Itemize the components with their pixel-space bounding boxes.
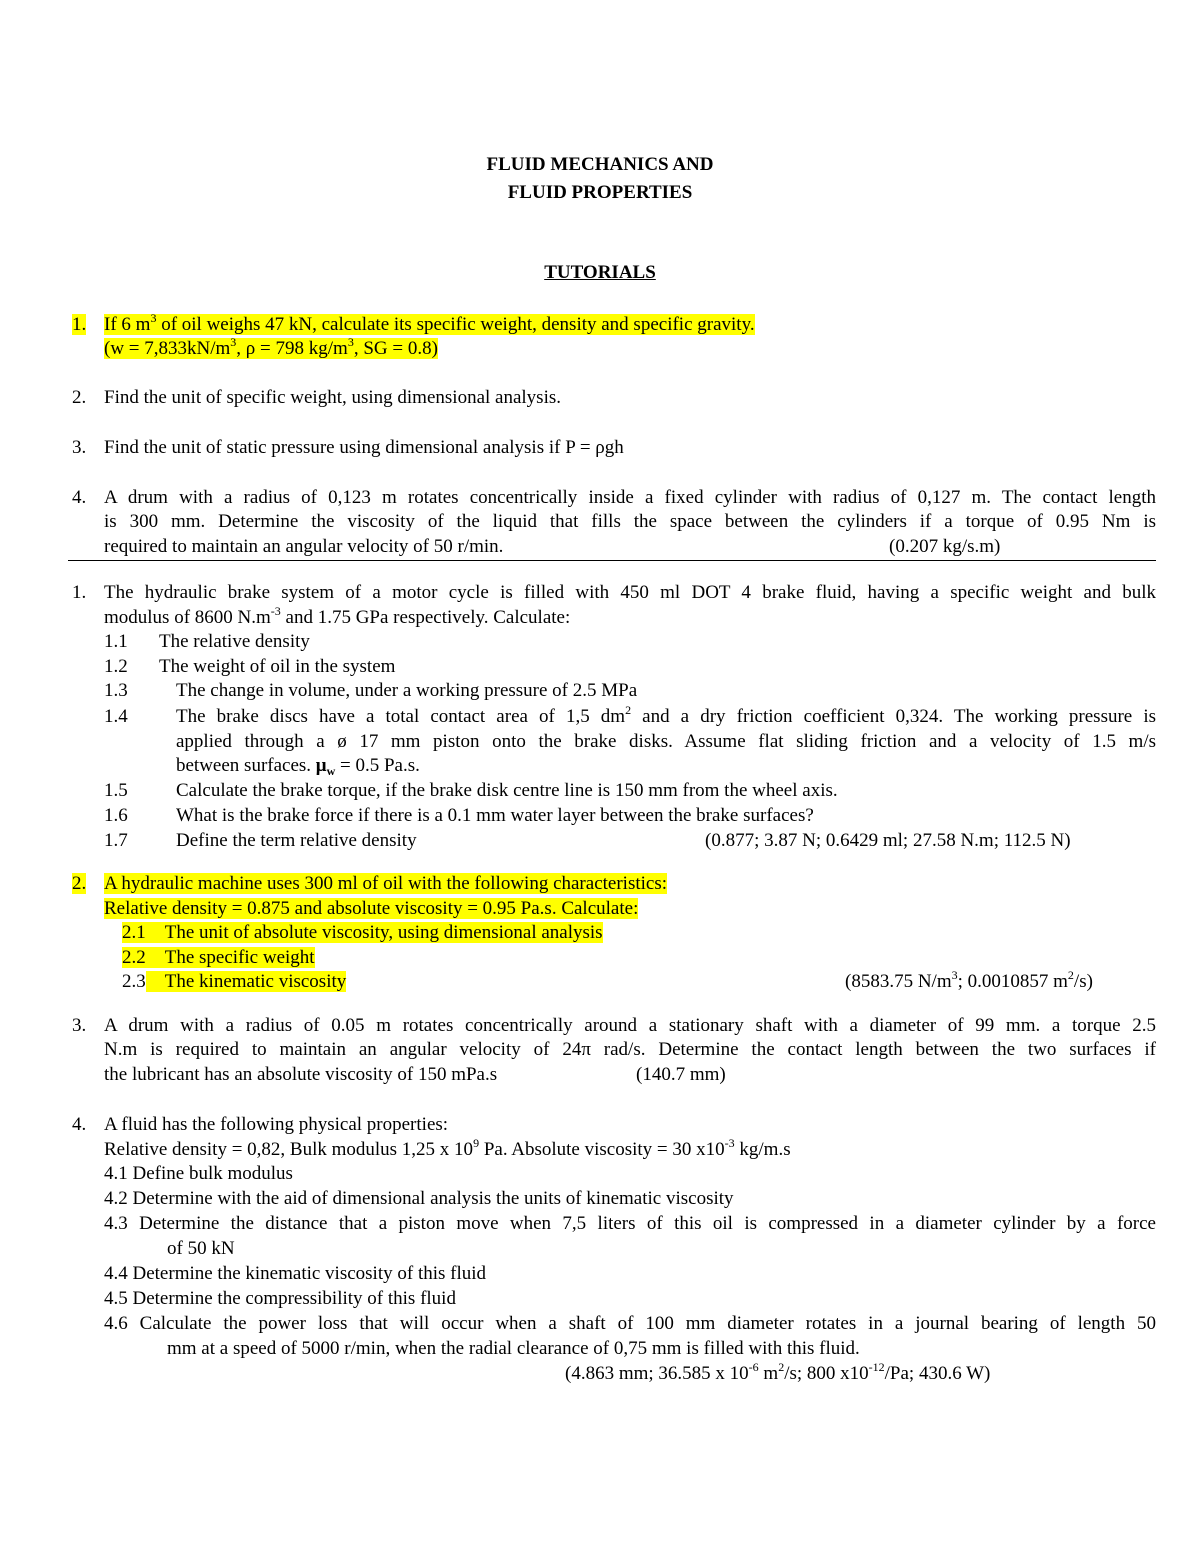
sub-2-3: 2.3 The kinematic viscosity <box>122 971 347 992</box>
question-a1-answer: ($w = 7,833kN/m^3$, ρ = 798 $kg/m^3$, SG = 0.8) <box>104 334 438 359</box>
sub-2-1: 2.1 The unit of absolute viscosity, using dimensional analysis <box>122 922 603 943</box>
sub-1-4-line-2: applied through a ø 17 mm piston onto the brake disks. Assume flat sliding friction and a velocity of 1.5 m/s <box>176 731 1156 752</box>
sub-4-2: 4.2 Determine with the aid of dimensional analysis the units of kinematic viscosity <box>104 1188 734 1209</box>
question-a2-text: Find the unit of specific weight, using dimensional analysis. <box>104 387 561 408</box>
question-b4-line-2: Relative density = 0,82, Bulk modulus 1,25 x $10^9$ Pa. Absolute viscosity = 30 $x10^{-3}$ kg/m.s <box>104 1135 791 1160</box>
question-b4-answer: (4.863 mm; 36.585 x $10^{-6}$ $m^2/s$; 800 $x10^{-12}/Pa$; 430.6 W) <box>565 1359 991 1384</box>
question-b3-line-2: N.m is required to maintain an angular velocity of 24π rad/s. Determine the contact length between the two surfaces if <box>104 1039 1156 1060</box>
question-b3-line-3: the lubricant has an absolute viscosity of 150 mPa.s <box>104 1064 498 1085</box>
question-b1-number: 1. <box>72 582 87 603</box>
question-b2-answer: (8583.75 $N/m^3$; 0.0010857 $m^2/s$) <box>845 967 1093 992</box>
sub-4-1: 4.1 Define bulk modulus <box>104 1163 293 1184</box>
question-b3-number: 3. <box>72 1015 87 1036</box>
title-line-1: FLUID MECHANICS AND <box>486 154 714 175</box>
question-b2-number: 2. <box>72 873 87 894</box>
sub-1-2-number: 1.2 <box>104 656 128 677</box>
sub-1-3-number: 1.3 <box>104 680 128 701</box>
sub-1-2-text: The weight of oil in the system <box>159 656 396 677</box>
sub-1-4-line-3: between surfaces. $\mu_w = 0.5$ Pa.s. <box>176 755 420 778</box>
question-b1-line-1: The hydraulic brake system of a motor cycle is filled with 450 ml DOT 4 brake fluid, having a specific weight and bulk <box>104 582 1156 603</box>
question-a4-answer: (0.207 kg/s.m) <box>889 536 1001 557</box>
question-a4-line-3: required to maintain an angular velocity of 50 r/min. <box>104 536 504 557</box>
question-a3-number: 3. <box>72 437 87 458</box>
sub-2-2: 2.2 The specific weight <box>122 947 315 968</box>
question-a4-number: 4. <box>72 487 87 508</box>
question-a1-text: If 6 $m^3$ of oil weighs 47 kN, calculate its specific weight, density and specific gravity. <box>104 310 755 335</box>
sub-1-6-text: What is the brake force if there is a 0.1 mm water layer between the brake surfaces? <box>176 805 814 826</box>
sub-4-6-line-1: 4.6 Calculate the power loss that will occur when a shaft of 100 mm diameter rotates in a journal bearing of length 50 <box>104 1313 1156 1334</box>
sub-1-3-text: The change in volume, under a working pressure of 2.5 MPa <box>176 680 638 701</box>
question-b1-line-2: modulus of 8600 $N.m^{-3}$ and 1.75 GPa respectively. Calculate: <box>104 603 571 628</box>
sub-1-7-number: 1.7 <box>104 830 128 851</box>
question-b3-line-1: A drum with a radius of 0.05 m rotates concentrically around a stationary shaft with a diameter of 99 mm. a torque 2.5 <box>104 1015 1156 1036</box>
sub-1-6-number: 1.6 <box>104 805 128 826</box>
sub-4-4: 4.4 Determine the kinematic viscosity of this fluid <box>104 1263 487 1284</box>
sub-4-3-line-1: 4.3 Determine the distance that a piston move when 7,5 liters of this oil is compressed in a diameter cylinder by a force <box>104 1213 1156 1234</box>
question-a4-line-2: is 300 mm. Determine the viscosity of the liquid that fills the space between the cylinders if a torque of 0.95 Nm is <box>104 511 1156 532</box>
sub-1-5-number: 1.5 <box>104 780 128 801</box>
sub-1-4-line-1: The brake discs have a total contact area of 1,5 $dm^2$ and a dry friction coefficient 0,324. The working pressure is <box>176 702 1156 727</box>
question-a1-number: 1. <box>72 314 87 335</box>
question-b3-answer: (140.7 mm) <box>636 1064 726 1085</box>
sub-1-4-number: 1.4 <box>104 706 128 727</box>
question-a2-number: 2. <box>72 387 87 408</box>
question-b4-number: 4. <box>72 1114 87 1135</box>
section-divider <box>68 560 1156 561</box>
question-b2-line-1: A hydraulic machine uses 300 ml of oil with the following characteristics: <box>104 873 668 894</box>
sub-4-5: 4.5 Determine the compressibility of this fluid <box>104 1288 456 1309</box>
sub-1-7-text: Define the term relative density <box>176 830 417 851</box>
subtitle-text: TUTORIALS <box>544 262 656 283</box>
question-b4-line-1: A fluid has the following physical properties: <box>104 1114 449 1135</box>
subtitle <box>0 261 1200 285</box>
title-line-2: FLUID PROPERTIES <box>507 182 693 203</box>
question-b1-answer: (0.877; 3.87 N; 0.6429 ml; 27.58 N.m; 112.5 N) <box>705 830 1071 851</box>
question-a3-text: Find the unit of static pressure using dimensional analysis if P = ρgh <box>104 437 624 458</box>
sub-4-3-line-2: of 50 kN <box>167 1238 235 1259</box>
sub-1-5-text: Calculate the brake torque, if the brake disk centre line is 150 mm from the wheel axis. <box>176 780 838 801</box>
sub-1-1-number: 1.1 <box>104 631 128 652</box>
question-b2-line-2: Relative density = 0.875 and absolute viscosity = 0.95 Pa.s. Calculate: <box>104 898 639 919</box>
question-a4-line-1: A drum with a radius of 0,123 m rotates concentrically inside a fixed cylinder with radius of 0,127 m. The contact length <box>104 487 1156 508</box>
sub-1-1-text: The relative density <box>159 631 310 652</box>
sub-4-6-line-2: mm at a speed of 5000 r/min, when the radial clearance of 0,75 mm is filled with this fluid. <box>167 1338 860 1359</box>
